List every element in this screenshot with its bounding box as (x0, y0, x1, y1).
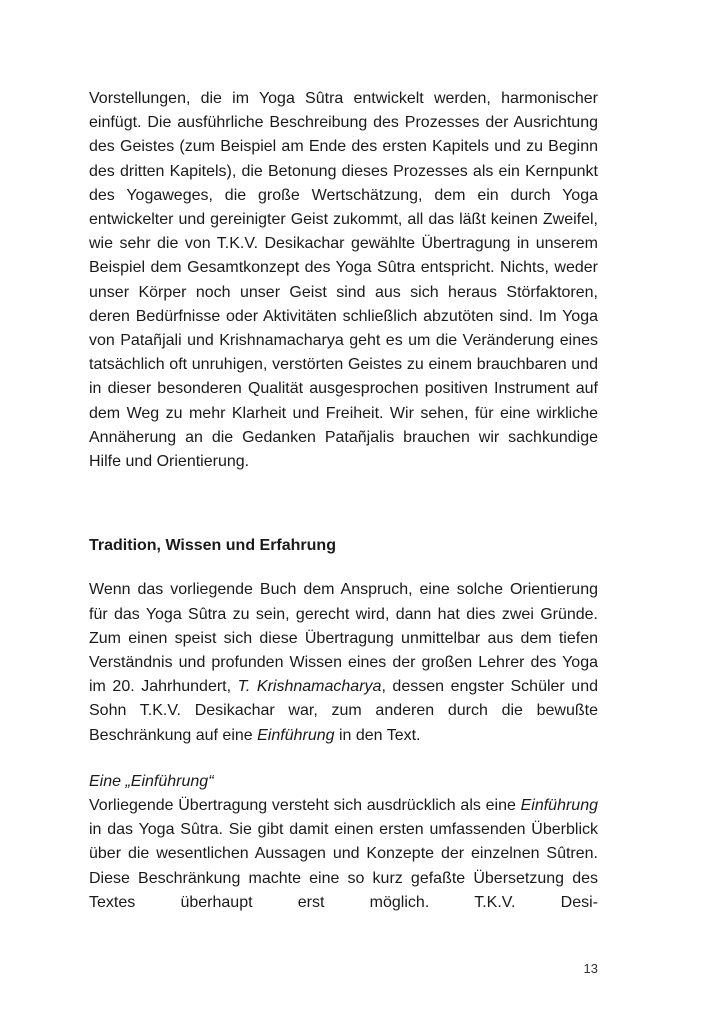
text-span: Wenn das vorliegende Buch dem Anspruch, eine solche Orientierung für das Yoga Sûtra zu sein, gerecht wird, dann hat dies zwei Gründe. Zum einen speist sich diese Übertragung unmittelbar aus dem tiefen Verständnis und profunden Wissen eines der großen Lehrer des Yoga im 20. Jahrhundert, (89, 581, 598, 696)
subsection-heading: Eine „Einführung“ (89, 772, 214, 790)
text-span: Vorliegende Übertragung versteht sich ausdrücklich als eine (89, 797, 521, 815)
text-span: in den Text. (334, 726, 421, 744)
text-span: in das Yoga Sûtra. Sie gibt damit einen ersten umfassenden Überblick über die wesentlichen Aussagen und Konzepte der einzelnen Sûtren. Diese Beschränkung machte eine so kurz gefaßte Übersetzung des Textes überhaupt erst möglich. T.K.V. Desi- (89, 821, 598, 911)
italic-name: T. Krishnamacharya (237, 678, 382, 696)
page-number: 13 (583, 961, 598, 976)
section-heading: Tradition, Wissen und Erfahrung (89, 537, 336, 555)
body-paragraph: Vorstellungen, die im Yoga Sûtra entwickelt werden, harmonischer einfügt. Die ausführliche Beschreibung des Prozesses der Ausrichtung des Geistes (zum Beispiel am Ende des ersten Kapitels und zu Beginn des dritten Kapitels), die Betonung dieses Prozesses als ein Kernpunkt des Yogaweges, die große Wertschätzung, dem ein durch Yoga entwickelter und gereinigter Geist zukommt, all das läßt keinen Zweifel, wie sehr die von T.K.V. Desikachar gewählte Übertragung in unserem Beispiel dem Gesamtkonzept des Yoga Sûtra entspricht. Nichts, weder unser Körper noch unser Geist sind aus sich heraus Störfaktoren, deren Bedürfnisse oder Aktivitäten schließlich abzutöten sind. Im Yoga von Patañjali und Krishnamacharya geht es um die Veränderung eines tatsächlich oft unruhigen, verstörten Geistes zu einem brauchbaren und in dieser besonderen Qualität ausgesprochen positiven Instrument auf dem Weg zu mehr Klarheit und Freiheit. Wir sehen, für eine wirkliche Annäherung an die Gedanken Patañjalis brauchen wir sachkundige Hilfe und Orientierung. (89, 90, 598, 471)
italic-term: Einführung (520, 797, 598, 815)
body-paragraph (89, 578, 598, 747)
body-paragraph (89, 794, 598, 915)
text-span: , dessen engster Schüler und Sohn T.K.V. Desikachar war, zum anderen durch die bewußte Beschränkung auf eine (89, 678, 598, 744)
page-body (89, 87, 598, 915)
italic-term: Einführung (257, 726, 335, 744)
